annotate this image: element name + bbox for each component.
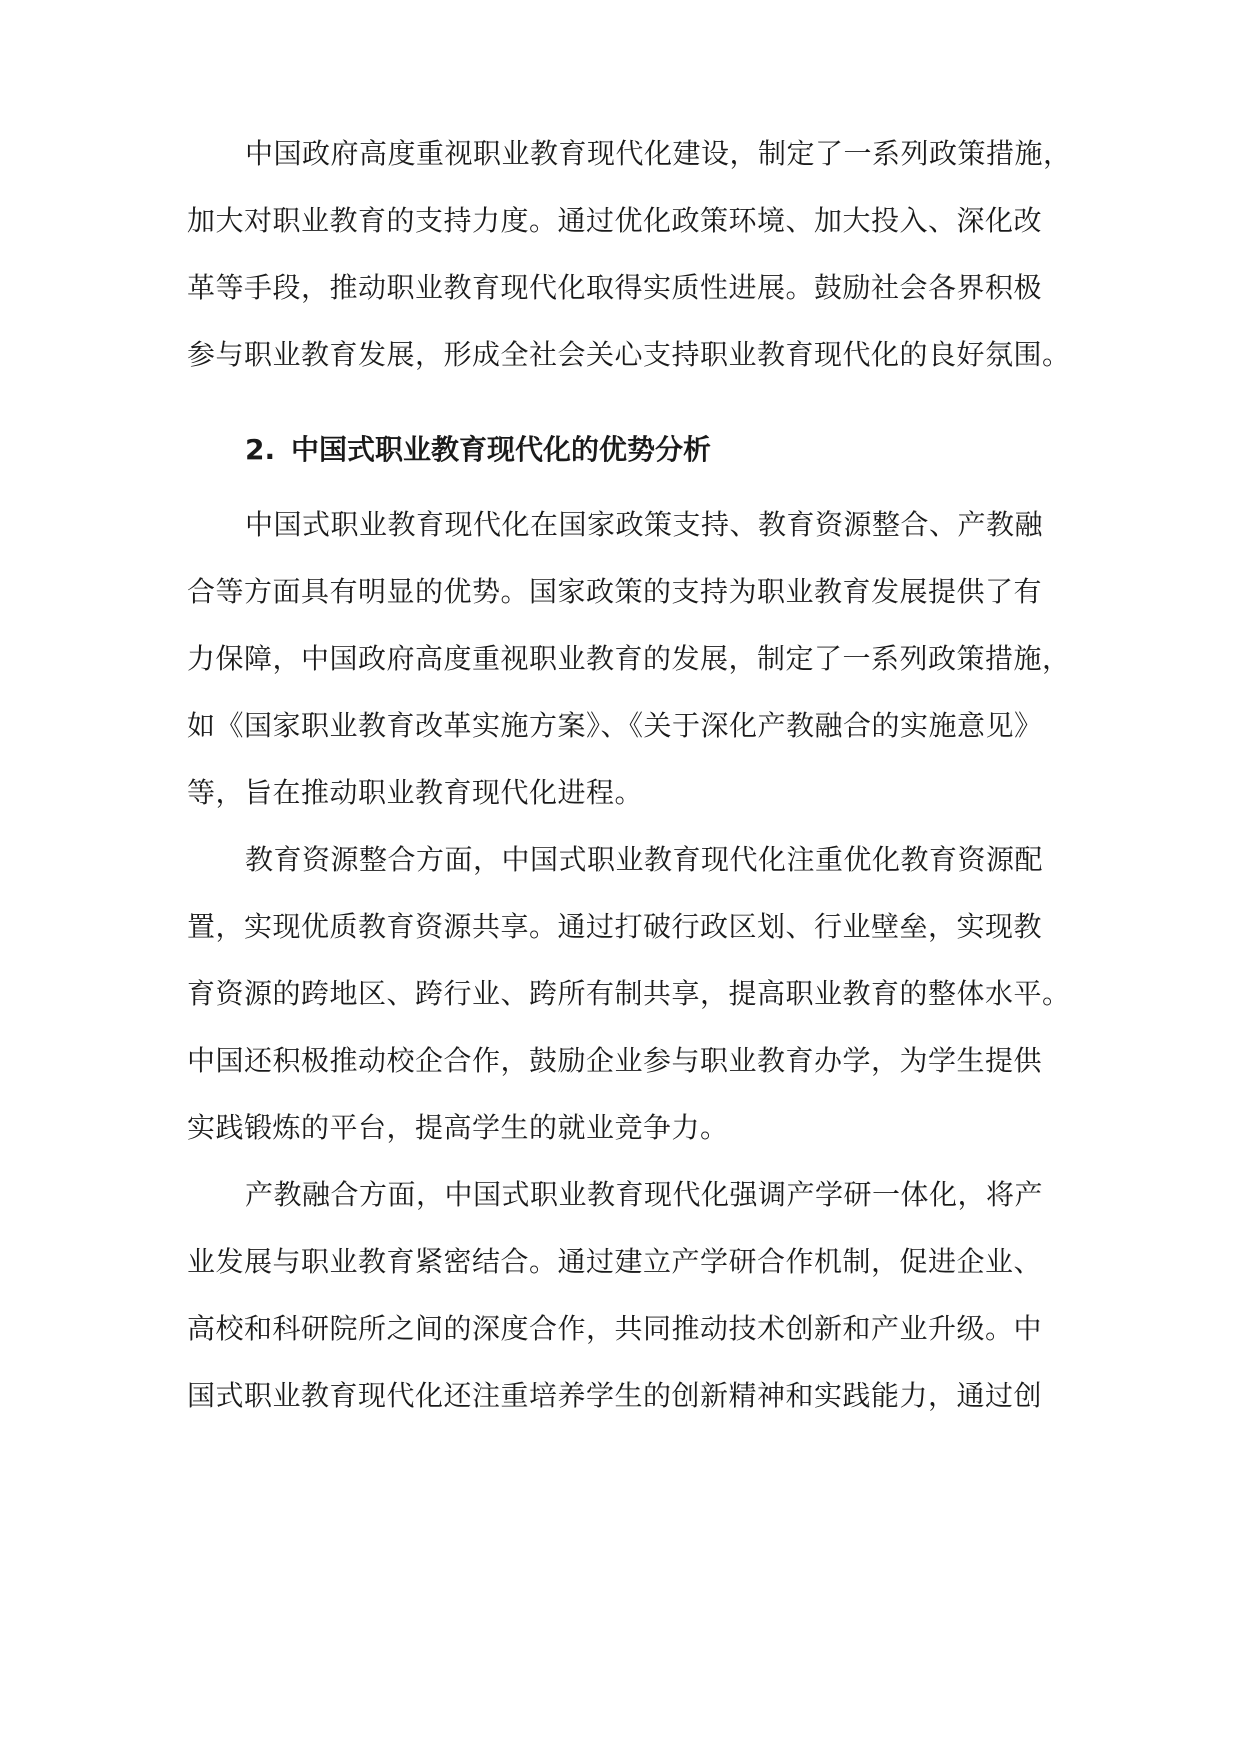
section-heading [245, 433, 711, 467]
paragraph-2-line-1: 中国式职业教育现代化在国家政策支持、教育资源整合、产教融 [245, 508, 1044, 541]
section-heading-number: 2. [245, 433, 276, 466]
paragraph-2-line-4: 如《国家职业教育改革实施方案》、《关于深化产教融合的实施意见》 [187, 709, 1043, 742]
paragraph-2-line-5: 等，旨在推动职业教育现代化进程。 [187, 776, 644, 809]
paragraph-4-line-1: 产教融合方面，中国式职业教育现代化强调产学研一体化，将产 [245, 1178, 1044, 1211]
paragraph-4-line-3: 高校和科研院所之间的深度合作，共同推动技术创新和产业升级。中 [187, 1312, 1043, 1345]
paragraph-1-line-2: 加大对职业教育的支持力度。通过优化政策环境、加大投入、深化改 [187, 204, 1043, 237]
paragraph-4-line-2: 业发展与职业教育紧密结合。通过建立产学研合作机制，促进企业、 [187, 1245, 1043, 1278]
paragraph-2-line-2: 合等方面具有明显的优势。国家政策的支持为职业教育发展提供了有 [187, 575, 1043, 608]
paragraph-3-line-5: 实践锻炼的平台，提高学生的就业竞争力。 [187, 1111, 729, 1144]
paragraph-3-line-4: 中国还积极推动校企合作，鼓励企业参与职业教育办学，为学生提供 [187, 1044, 1043, 1077]
paragraph-3-line-2: 置，实现优质教育资源共享。通过打破行政区划、行业壁垒，实现教 [187, 910, 1043, 943]
section-heading-title: 中国式职业教育现代化的优势分析 [291, 433, 712, 466]
paragraph-2-line-3: 力保障，中国政府高度重视职业教育的发展，制定了一系列政策措施， [187, 642, 1071, 675]
paragraph-1-line-3: 革等手段，推动职业教育现代化取得实质性进展。鼓励社会各界积极 [187, 271, 1043, 304]
paragraph-3-line-1: 教育资源整合方面，中国式职业教育现代化注重优化教育资源配 [245, 843, 1044, 876]
paragraph-4-line-4: 国式职业教育现代化还注重培养学生的创新精神和实践能力，通过创 [187, 1379, 1043, 1412]
paragraph-1-line-4: 参与职业教育发展，形成全社会关心支持职业教育现代化的良好氛围。 [187, 338, 1071, 371]
paragraph-3-line-3: 育资源的跨地区、跨行业、跨所有制共享，提高职业教育的整体水平。 [187, 977, 1071, 1010]
paragraph-1-line-1: 中国政府高度重视职业教育现代化建设，制定了一系列政策措施， [245, 137, 1072, 170]
